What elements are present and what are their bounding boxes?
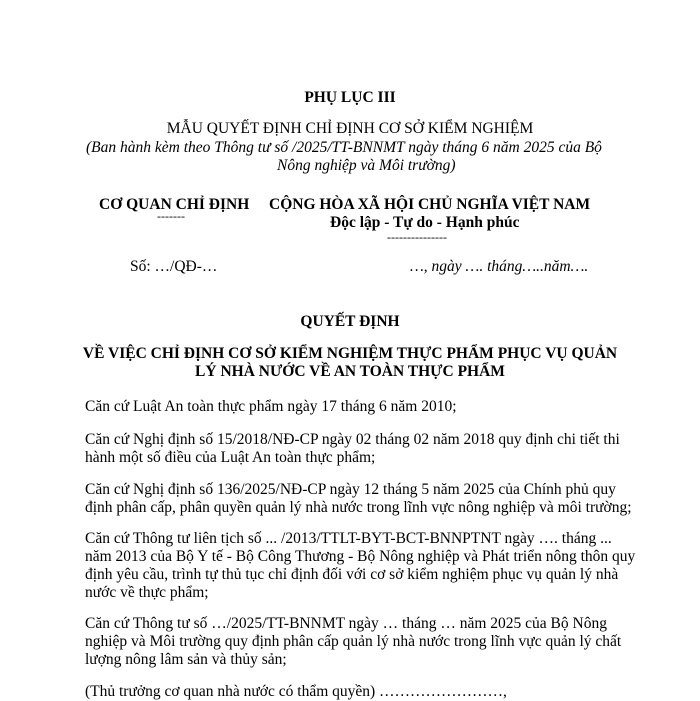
issued-note-line-2: Nông nghiệp và Môi trường)	[277, 157, 456, 174]
paragraph-line: (Thủ trưởng cơ quan nhà nước có thẩm quyền) ……………………,	[85, 683, 507, 700]
paragraph-line: định yêu cầu, trình tự thủ tục chỉ định đối với cơ sở kiểm nghiệm phục vụ quản lý nhà	[85, 566, 619, 583]
agency-divider: -------	[157, 209, 185, 223]
issued-note-line-1: (Ban hành kèm theo Thông tư số /2025/TT-BNNMT ngày tháng 6 năm 2025 của Bộ	[86, 139, 602, 156]
place-date: …, ngày …. tháng…..năm….	[410, 258, 589, 275]
paragraph-line: định phân cấp, phân quyền quản lý nhà nước trong lĩnh vực nông nghiệp và môi trường;	[85, 499, 632, 516]
agency-label: CƠ QUAN CHỈ ĐỊNH	[99, 196, 250, 213]
paragraph-line: Căn cứ Nghị định số 15/2018/NĐ-CP ngày 02 tháng 02 năm 2018 quy định chi tiết thi	[85, 431, 620, 448]
paragraph-line: lượng nông lâm sản và thủy sản;	[85, 651, 287, 668]
paragraph-line: nước về thực phẩm;	[85, 584, 209, 601]
paragraph-line: hành một số điều của Luật An toàn thực phẩm;	[85, 449, 376, 466]
document-number: Số: …/QĐ-…	[130, 258, 218, 275]
decision-subject-line-2: LÝ NHÀ NƯỚC VỀ AN TOÀN THỰC PHẨM	[195, 363, 505, 380]
form-title: MẪU QUYẾT ĐỊNH CHỈ ĐỊNH CƠ SỞ KIỂM NGHIỆM	[166, 120, 534, 137]
paragraph-line: nghiệp và Môi trường quy định phân cấp quản lý nhà nước trong lĩnh vực quản lý chất	[85, 633, 622, 650]
appendix-title: PHỤ LỤC III	[304, 89, 396, 106]
decision-title: QUYẾT ĐỊNH	[300, 313, 400, 330]
paragraph-line: Căn cứ Luật An toàn thực phẩm ngày 17 tháng 6 năm 2010;	[85, 398, 457, 415]
national-motto: Độc lập - Tự do - Hạnh phúc	[330, 214, 520, 231]
country-name: CỘNG HÒA XÃ HỘI CHỦ NGHĨA VIỆT NAM	[269, 196, 591, 213]
paragraph-line: Căn cứ Thông tư số …/2025/TT-BNNMT ngày … tháng … năm 2025 của Bộ Nông	[85, 615, 607, 632]
paragraph-line: Căn cứ Thông tư liên tịch số ... /2013/TTLT-BYT-BCT-BNNPTNT ngày …. tháng ...	[85, 530, 612, 547]
motto-divider: ---------------	[387, 230, 447, 244]
paragraph-line: năm 2013 của Bộ Y tế - Bộ Công Thương - Bộ Nông nghiệp và Phát triển nông thôn quy	[85, 548, 636, 565]
paragraph-line: Căn cứ Nghị định số 136/2025/NĐ-CP ngày 12 tháng 5 năm 2025 của Chính phủ quy	[85, 481, 616, 498]
decision-subject-line-1: VỀ VIỆC CHỈ ĐỊNH CƠ SỞ KIỂM NGHIỆM THỰC PHẨM PHỤC VỤ QUẢN	[82, 345, 618, 362]
